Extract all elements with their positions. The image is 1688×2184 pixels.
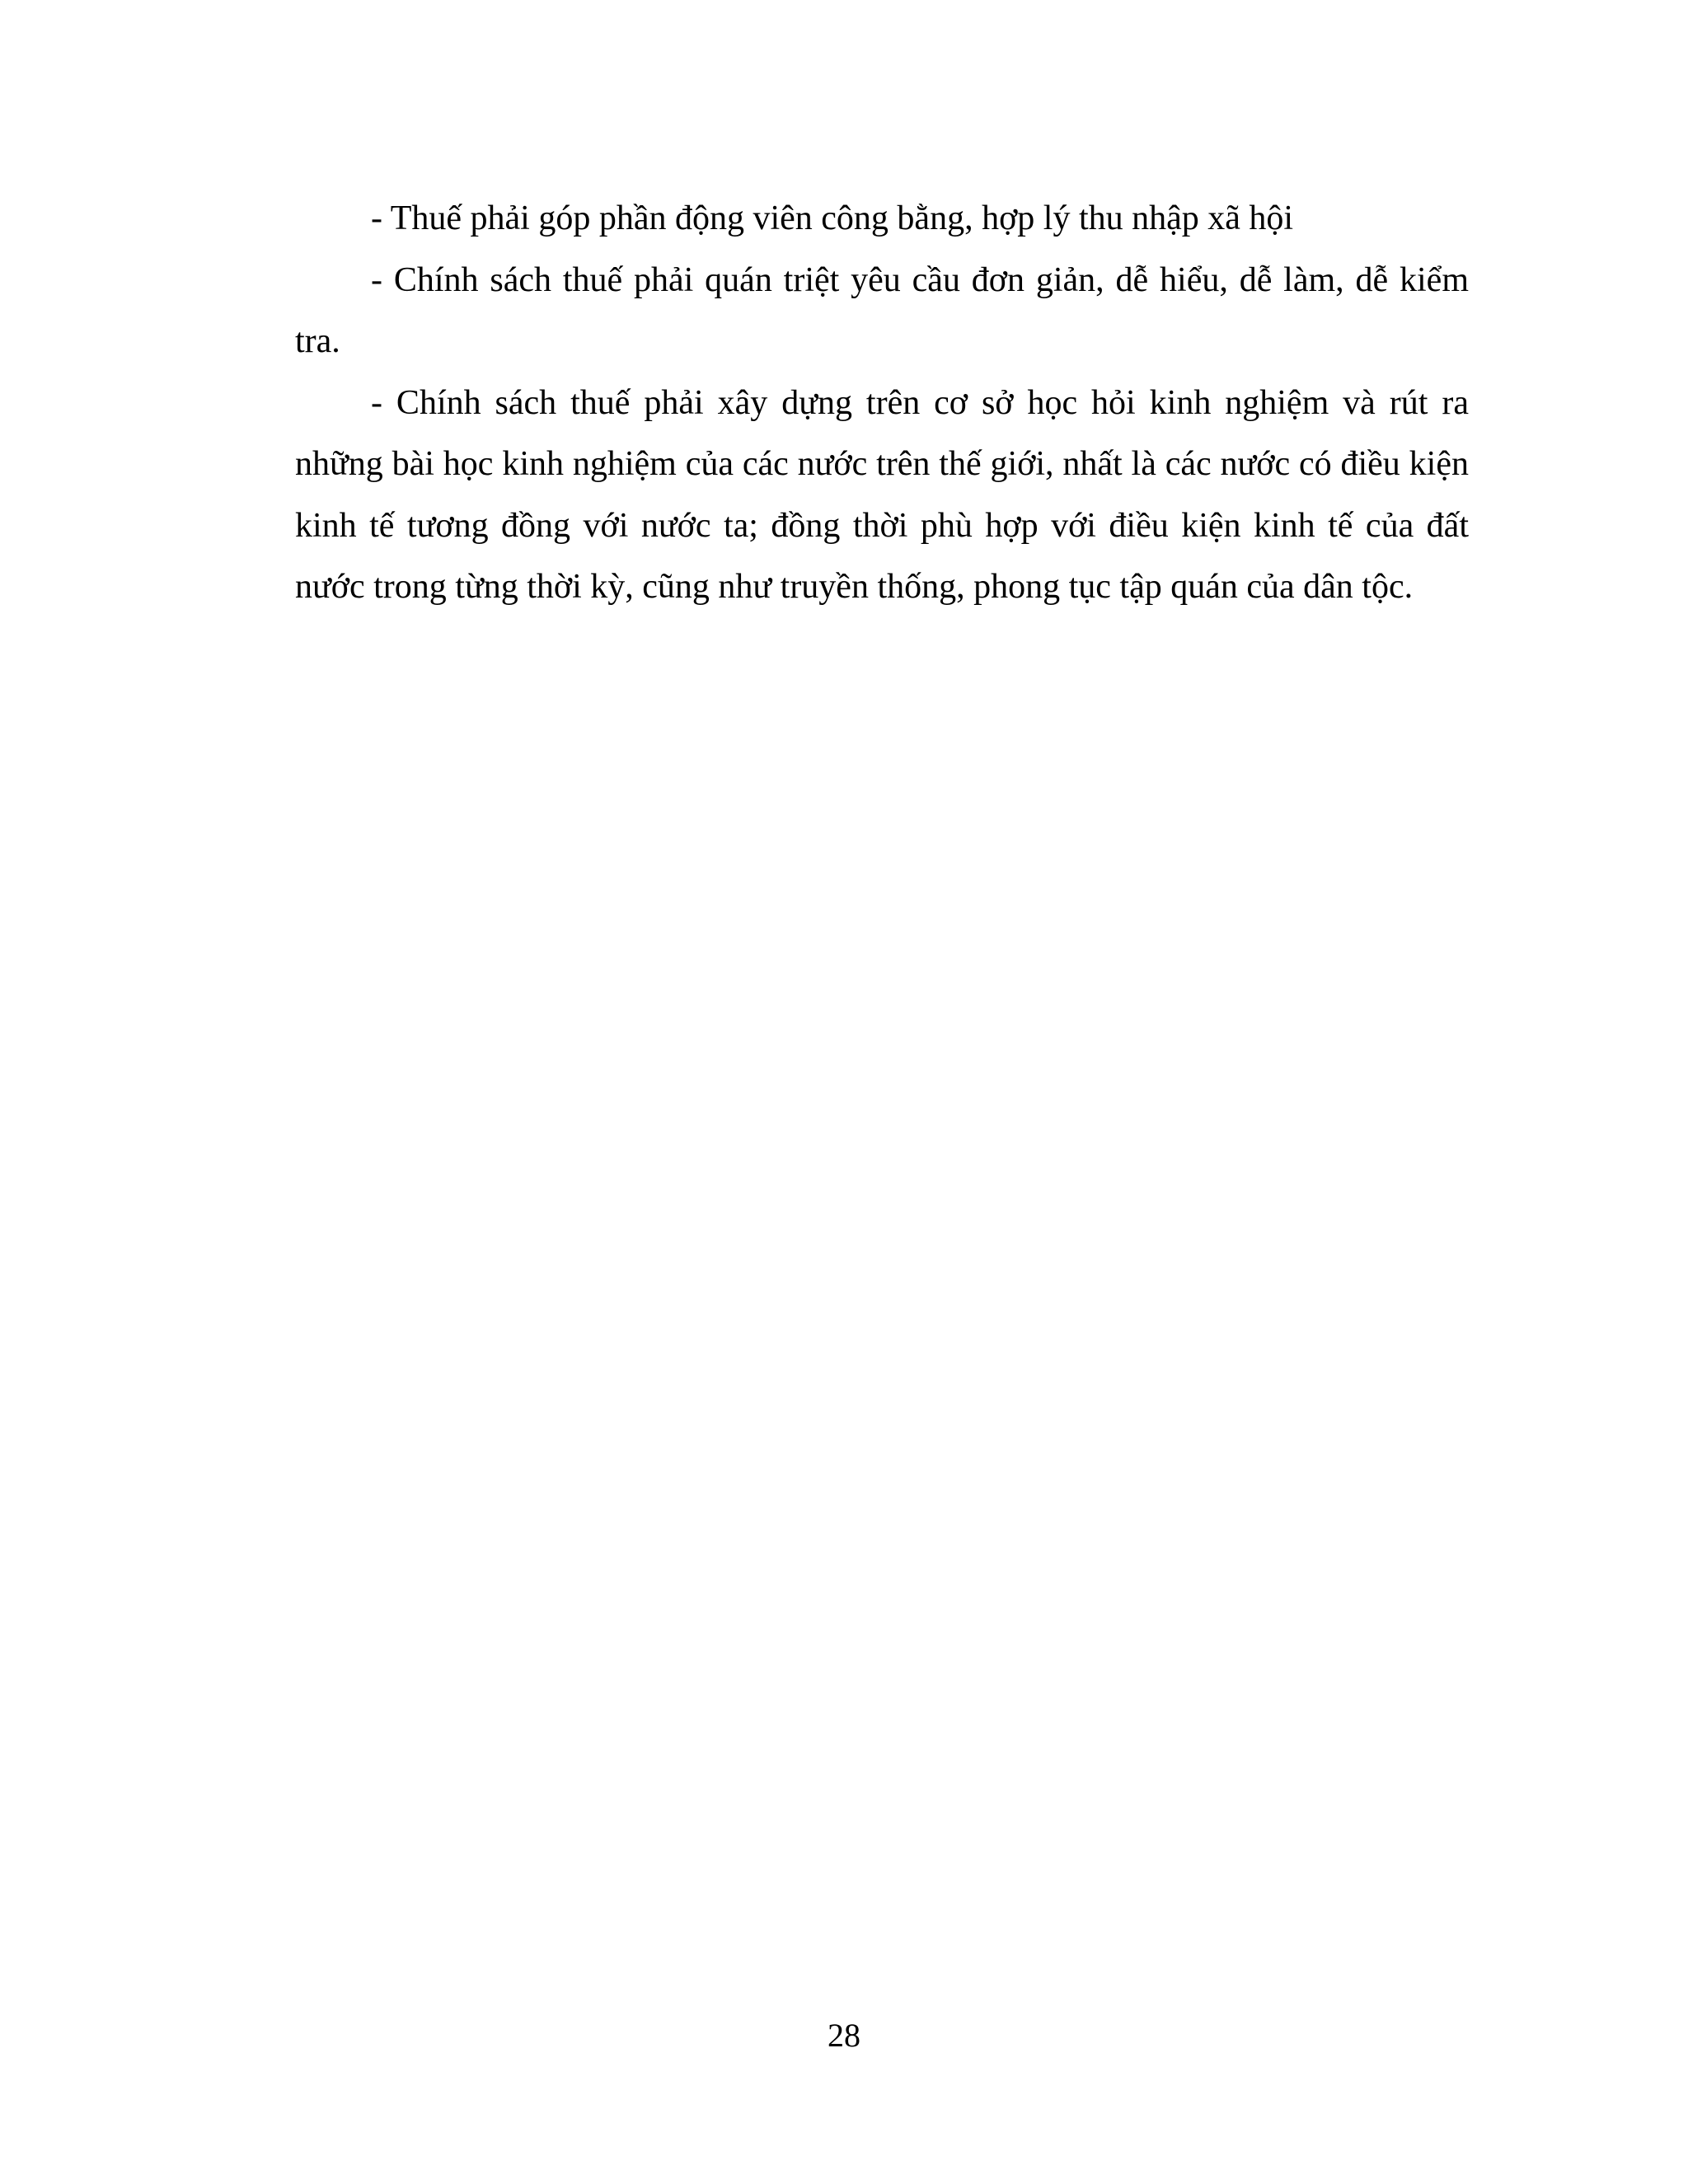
paragraph-tax-simplicity: - Chính sách thuế phải quán triệt yêu cầu đơn giản, dễ hiểu, dễ làm, dễ kiểm tra. <box>295 260 1469 360</box>
paragraph-tax-experience: - Chính sách thuế phải xây dựng trên cơ sở học hỏi kinh nghiệm và rút ra những bài học kinh nghiệm của các nước trên thế giới, nhất là các nước có điều kiện kinh tế tương đồng với nước ta; đồng thời phù hợp với điều kiện kinh tế của đất nước trong từng thời kỳ, cũng như truyền thống, phong tục tập quán của dân tộc. <box>295 383 1469 606</box>
document-body <box>295 188 1469 618</box>
page-number: 28 <box>828 2017 860 2054</box>
paragraph-tax-fairness: - Thuế phải góp phần động viên công bằng, hợp lý thu nhập xã hội <box>371 199 1294 237</box>
